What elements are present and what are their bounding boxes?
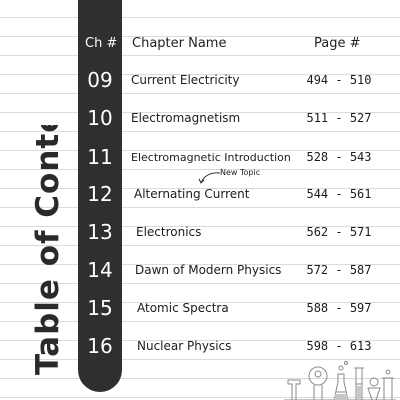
- chapter-pages: 572 - 587: [306, 263, 372, 277]
- toc-row[interactable]: [0, 296, 400, 326]
- chapter-number: 16: [87, 334, 113, 358]
- chapter-number: 10: [87, 106, 113, 130]
- header-page-number: Page #: [314, 36, 361, 51]
- chapter-pages: 588 - 597: [306, 301, 372, 315]
- chapter-pages: 598 - 613: [306, 339, 372, 353]
- chapter-pages: 528 - 543: [306, 150, 372, 164]
- toc-row[interactable]: [0, 68, 400, 98]
- chapter-name: Electromagnetism: [131, 111, 241, 125]
- chapter-number: 13: [87, 220, 113, 244]
- chapter-name: Alternating Current: [134, 187, 250, 201]
- chapter-name: Electromagnetic Introduction: [131, 151, 291, 164]
- toc-row[interactable]: [0, 258, 400, 288]
- chapter-pages: 562 - 571: [306, 225, 372, 239]
- chapter-name: Atomic Spectra: [137, 301, 229, 315]
- toc-row[interactable]: [0, 182, 400, 212]
- new-topic-note: New Topic: [220, 168, 261, 177]
- science-lab-doodle-icon: [284, 354, 396, 400]
- chapter-name: Electronics: [136, 225, 202, 239]
- header-chapter-number: Ch #: [85, 36, 118, 51]
- chapter-number: 12: [87, 182, 113, 206]
- chapter-number: 15: [87, 296, 113, 320]
- chapter-pages: 494 - 510: [306, 73, 372, 87]
- toc-row[interactable]: [0, 106, 400, 136]
- chapter-pages: 544 - 561: [306, 187, 372, 201]
- chapter-pages: 511 - 527: [306, 111, 372, 125]
- chapter-number: 14: [87, 258, 113, 282]
- chapter-number: 11: [87, 145, 113, 169]
- table-of-contents-title: Table of Contents:: [30, 125, 66, 375]
- chapter-number: 09: [87, 68, 113, 92]
- header-chapter-name: Chapter Name: [132, 36, 227, 51]
- chapter-name: Dawn of Modern Physics: [135, 263, 282, 277]
- chapter-name: Nuclear Physics: [137, 339, 232, 353]
- chapter-name: Current Electricity: [131, 73, 240, 87]
- toc-row[interactable]: [0, 220, 400, 250]
